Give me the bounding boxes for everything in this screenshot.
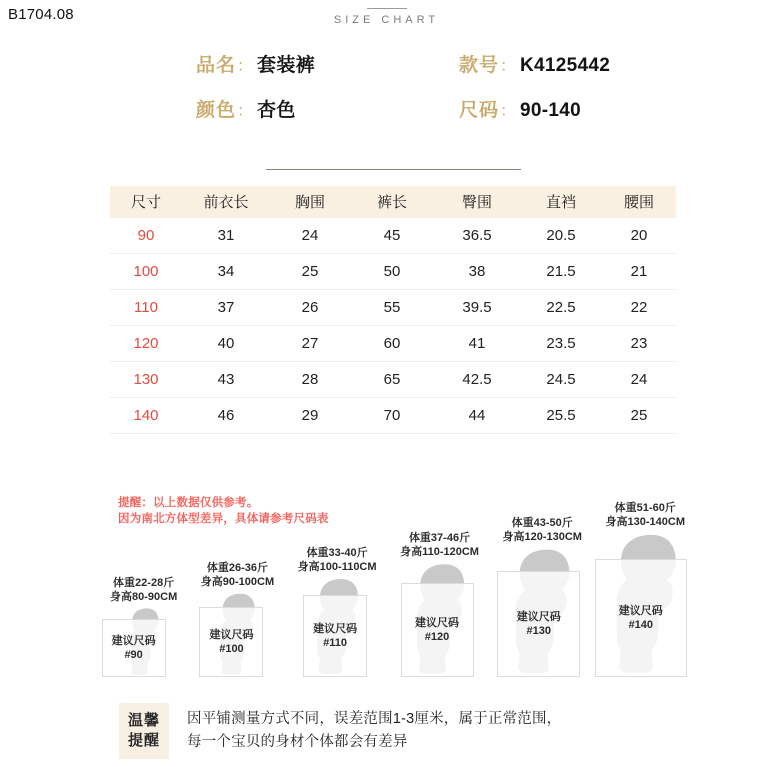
recommended-size-value: #140 [628,619,653,631]
recommended-size-value: #120 [424,631,450,643]
figure-height: 身高80-90CM [110,591,178,603]
recommended-size-label: 建议尺码 [313,623,358,635]
table-cell: 31 [217,227,235,244]
table-header-cell: 腰围 [623,194,654,211]
info-size-range [459,95,581,122]
warm-notice-line1: 因平铺测量方式不同，误差范围1-3厘米，属于正常范围， [187,711,562,727]
figure-weight: 体重51-60斤 [614,502,676,514]
product-name-label: 品名 [196,55,237,76]
table-cell: 24 [630,371,648,388]
table-cell: 43 [217,371,235,388]
table-header-cell: 尺寸 [130,194,161,211]
table-header-row [110,186,676,217]
table-cell: 23.5 [546,335,576,352]
table-cell: 46 [217,407,235,424]
recommended-size-box [303,595,367,677]
warm-notice-tag-line1: 温馨 [128,712,161,729]
table-cell: 40 [217,335,235,352]
info-color [196,95,296,122]
table-header-cell: 前衣长 [203,194,249,211]
table-cell: 23 [630,335,648,352]
table-header-cell: 胸围 [294,194,325,211]
recommended-size-box [595,559,687,677]
table-cell: 20 [630,227,648,244]
title-text: SIZE CHART [333,14,440,26]
size-figure [400,531,479,677]
reference-note-line2: 因为南北方体型差异，具体请参考尺码表 [118,513,329,525]
figure-height: 身高110-120CM [400,546,479,558]
colon: ： [237,58,254,75]
table-cell: 65 [383,371,401,388]
recommended-size-label: 建议尺码 [415,617,460,629]
style-no-value: K4125442 [520,55,611,76]
warm-notice [119,703,675,759]
figure-caption [400,531,479,559]
recommended-size-label: 建议尺码 [618,605,663,617]
figure-body [608,532,683,677]
table-size-cell: 110 [134,299,158,316]
size-table [110,186,676,434]
figure-caption [110,576,177,604]
table-cell: 20.5 [546,227,576,244]
table-header-cell: 裤长 [376,194,407,211]
figure-caption [201,561,274,589]
recommended-size-label: 建议尺码 [516,611,561,623]
figure-body [508,547,576,677]
figure-height: 身高90-100CM [200,576,275,588]
color-value: 杏色 [257,100,296,121]
figure-height: 身高120-130CM [502,531,582,543]
recommended-size-value: #100 [219,643,244,655]
table-cell: 42.5 [462,371,492,388]
recommended-size-label: 建议尺码 [209,629,254,641]
size-range-label: 尺码 [459,100,500,121]
colon: ： [500,58,517,75]
size-figure [502,516,581,677]
figure-caption [298,546,377,574]
table-size-cell: 140 [133,407,159,424]
table-cell: 24 [301,227,319,244]
table-size-cell: 120 [133,335,159,352]
size-figure [298,546,377,677]
figure-weight: 体重37-46斤 [408,532,471,544]
table-cell: 38 [468,263,486,280]
style-no-label: 款号 [459,55,500,76]
colon: ： [500,103,517,120]
size-figure [606,501,685,677]
table-cell: 70 [383,407,401,424]
figure-weight: 体重43-50斤 [511,517,573,529]
figure-body [311,577,363,677]
color-label: 颜色 [196,100,237,121]
table-cell: 50 [383,263,401,280]
size-recommendation-figures [110,492,685,677]
recommended-size-box [199,607,263,677]
table-size-cell: 130 [133,371,159,388]
info-style-no [459,50,610,77]
table-row [110,398,676,434]
recommended-size-box [102,619,166,677]
image-code: B1704.08 [8,6,74,23]
table-cell: 34 [217,263,235,280]
table-cell: 25 [301,263,319,280]
table-header-cell: 直裆 [545,194,576,211]
table-cell: 29 [301,407,319,424]
table-cell: 37 [217,299,235,316]
table-header-cell: 臀围 [461,194,492,211]
warm-notice-tag-line2: 提醒 [128,732,161,749]
title-divider [367,8,407,9]
figure-body [410,562,470,677]
size-figure [201,561,274,677]
recommended-size-value: #130 [526,625,551,637]
table-cell: 36.5 [462,227,492,244]
figure-caption [606,501,685,529]
figure-height: 身高100-110CM [297,561,377,573]
table-size-cell: 90 [137,227,155,244]
table-cell: 21 [630,263,648,280]
figure-height: 身高130-140CM [605,516,685,528]
recommended-size-value: #90 [124,649,143,661]
table-cell: 44 [468,407,486,424]
reference-note-line1: 提醒：以上数据仅供参考。 [118,497,259,509]
table-row [110,326,676,362]
table-cell: 60 [383,335,401,352]
product-info [0,50,773,135]
table-cell: 21.5 [546,263,576,280]
table-cell: 28 [301,371,319,388]
product-name-value: 套装裤 [257,55,315,76]
table-cell: 24.5 [546,371,576,388]
figure-weight: 体重33-40斤 [306,547,368,559]
warm-notice-line2: 每一个宝贝的身材个体都会有差异 [187,734,408,750]
figure-body [111,607,162,677]
table-top-divider [266,169,521,170]
table-cell: 22.5 [546,299,576,316]
warm-notice-text [169,703,561,759]
table-cell: 22 [630,299,648,316]
table-cell: 39.5 [462,299,492,316]
table-row [110,254,676,290]
figure-weight: 体重22-28斤 [113,577,175,589]
recommended-size-box [497,571,580,677]
table-row [110,362,676,398]
table-size-cell: 100 [133,263,159,280]
recommended-size-value: #110 [323,637,348,649]
table-cell: 27 [301,335,319,352]
table-cell: 26 [301,299,319,316]
figure-body [209,592,259,677]
table-body [110,217,676,434]
size-figure [110,576,177,677]
warm-notice-tag [119,703,169,759]
info-product-name [196,50,315,77]
table-row [110,217,676,254]
recommended-size-label: 建议尺码 [111,635,156,647]
table-cell: 41 [468,335,486,352]
size-range-value: 90-140 [520,100,581,121]
table-cell: 25.5 [546,407,576,424]
table-row [110,290,676,326]
recommended-size-box [401,583,474,677]
table-cell: 25 [630,407,648,424]
table-cell: 55 [383,299,401,316]
figure-caption [502,516,581,544]
colon: ： [237,103,254,120]
table-cell: 45 [383,227,401,244]
figure-weight: 体重26-36斤 [206,562,269,574]
page-title [0,8,773,26]
